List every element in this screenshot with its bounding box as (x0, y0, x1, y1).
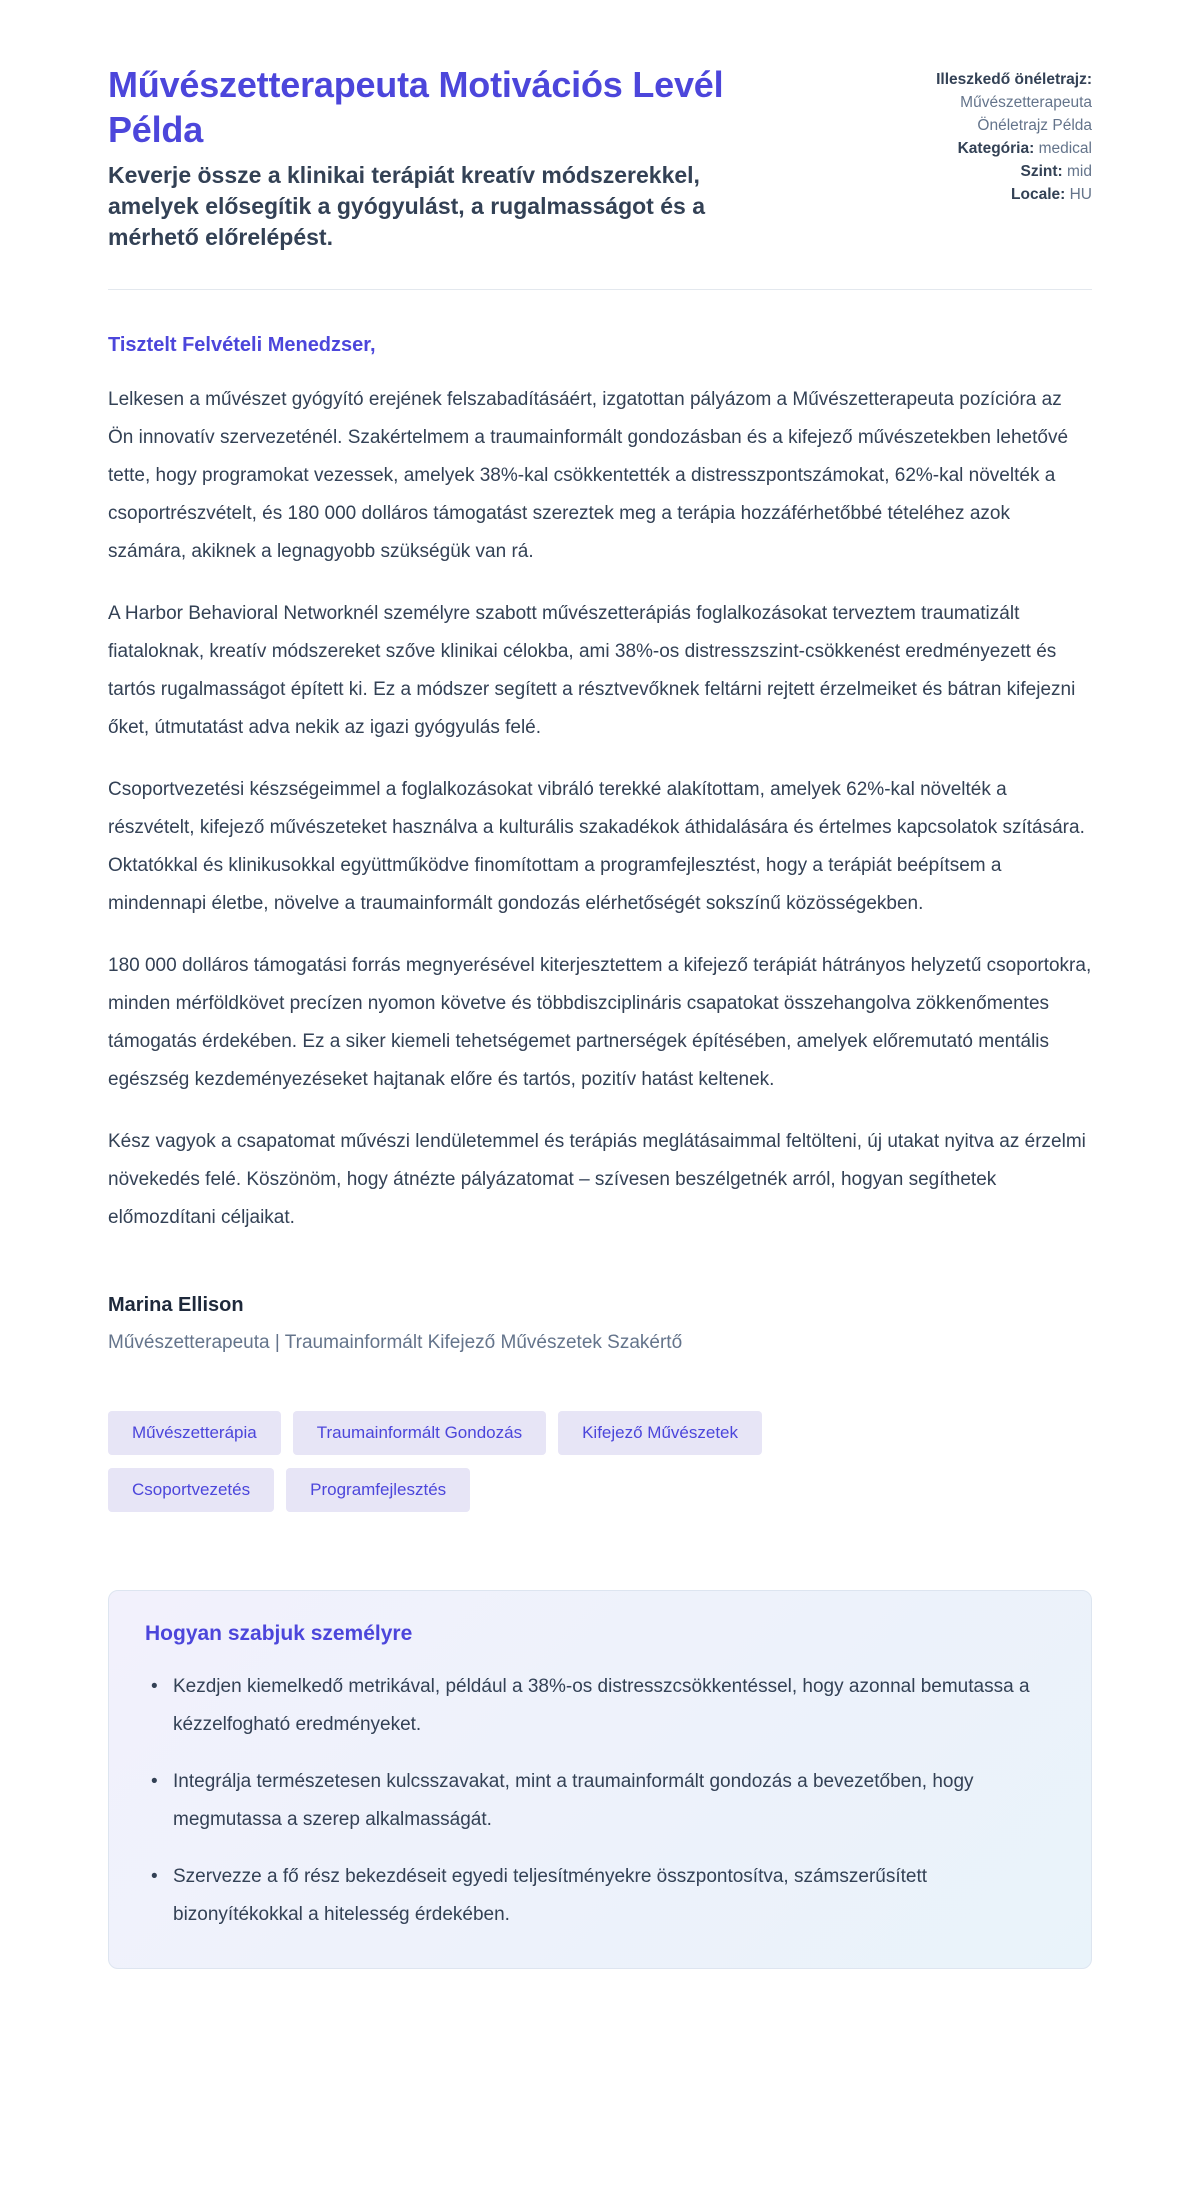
meta-category-value: medical (1038, 140, 1092, 157)
meta-category-label: Kategória: (957, 140, 1035, 157)
meta-level-value: mid (1067, 163, 1092, 180)
meta-category-row (892, 137, 1092, 160)
page-subtitle: Keverje össze a klinikai terápiát kreatív módszerekkel, amelyek elősegítik a gyógyulást, a rugalmasságot és a mérhető előrelépést. (108, 162, 705, 250)
letter-paragraph-2: A Harbor Behavioral Networknél személyre szabott művészetterápiás foglalkozásokat terveztem traumatizált fiataloknak, kreatív módszereket szőve klinikai célokba, ami 38%-os distresszszint-csökkenést eredményezett és tartós rugalmasságot épített ki. Ez a módszer segített a résztvevőknek feltárni rejtett érzelmeiket és bátran kifejezni őket, útmutatást adva nekik az igazi gyógyulás felé. (108, 603, 1076, 738)
header-divider (108, 289, 1092, 290)
letter-paragraph-1: Lelkesen a művészet gyógyító erejének felszabadításáért, izgatottan pályázom a Művészetterapeuta pozícióra az Ön innovatív szervezeténél. Szakértelmem a traumainformált gondozásban és a kifejező művészetekben lehetővé tette, hogy programokat vezessek, amelyek 38%-kal csökkentették a distresszpontszámokat, 62%-kal növelték a csoportrészvételt, és 180 000 dolláros támogatást szereztek meg a terápia hozzáférhetőbbé tételéhez azok számára, akiknek a legnagyobb szükségük van rá. (108, 389, 1069, 562)
tip-item-3: • Szervezze a fő rész bekezdéseit egyedi teljesítményekre összpontosítva, számszerűsített bizonyítékokkal a hitelesség érdekében. (145, 1858, 1055, 1934)
meta-resume-value: Művészetterapeuta Önéletrajz Példa (960, 94, 1092, 134)
cover-letter-page (108, 0, 1092, 2039)
meta-resume-row (892, 68, 1092, 137)
tip-item-1: • Kezdjen kiemelkedő metrikával, például a 38%-os distresszcsökkentéssel, hogy azonnal bemutassa a kézzelfogható eredményeket. (145, 1668, 1055, 1744)
tag-traumainformalt-gondozas[interactable]: Traumainformált Gondozás (293, 1411, 546, 1455)
personalization-tips-box (108, 1590, 1092, 1969)
meta-locale-label: Locale: (1011, 186, 1066, 203)
meta-locale-row (892, 183, 1092, 206)
header-title-block (108, 62, 748, 253)
signature-name: Marina Ellison (108, 1294, 244, 1316)
meta-panel (892, 62, 1092, 206)
letter-paragraph-5: Kész vagyok a csapatomat művészi lendületemmel és terápiás meglátásaimmal feltölteni, új utakat nyitva az érzelmi növekedés felé. Köszönöm, hogy átnézte pályázatomat – szívesen beszélgetnék arról, hogyan segíthetek előmozdítani céljaikat. (108, 1131, 1086, 1228)
signature-role: Művészetterapeuta | Traumainformált Kifejező Művészetek Szakértő (108, 1332, 683, 1353)
tag-programfejlesztes[interactable]: Programfejlesztés (286, 1468, 470, 1512)
page-header (108, 62, 1092, 253)
tips-list (145, 1668, 1055, 1934)
letter-paragraph-3: Csoportvezetési készségeimmel a foglalkozásokat vibráló terekké alakítottam, amelyek 62%-kal növelték a részvételt, kifejező művészeteket használva a kulturális szakadékok áthidalására és értelmes kapcsolatok szítására. Oktatókkal és klinikusokkal együttműködve finomítottam a programfejlesztést, hogy a terápiát beépítsem a mindennapi életbe, növelve a traumainformált gondozás elérhetőségét sokszínű közösségekben. (108, 779, 1085, 914)
meta-level-row (892, 160, 1092, 183)
tips-heading: Hogyan szabjuk személyre (145, 1622, 413, 1645)
meta-resume-label: Illeszkedő önéletrajz: (936, 71, 1092, 88)
page-title: Művészetterapeuta Motivációs Levél Példa (108, 64, 724, 150)
letter-greeting: Tisztelt Felvételi Menedzser, (108, 334, 376, 356)
tag-csoportvezetes[interactable]: Csoportvezetés (108, 1468, 274, 1512)
keyword-tags (108, 1411, 828, 1512)
tag-muveszetterapia[interactable]: Művészetterápia (108, 1411, 281, 1455)
meta-level-label: Szint: (1020, 163, 1063, 180)
tip-item-2: • Integrálja természetesen kulcsszavakat, mint a traumainformált gondozás a bevezetőben, hogy megmutassa a szerep alkalmasságát. (145, 1763, 1055, 1839)
tag-kifejezo-muveszetek[interactable]: Kifejező Művészetek (558, 1411, 762, 1455)
letter-body (108, 334, 1092, 1969)
meta-locale-value: HU (1069, 186, 1092, 203)
letter-paragraph-4: 180 000 dolláros támogatási forrás megnyerésével kiterjesztettem a kifejező terápiát hátrányos helyzetű csoportokra, minden mérföldkövet precízen nyomon követve és többdiszciplináris csapatokat összehangolva zökkenőmentes támogatás érdekében. Ez a siker kiemeli tehetségemet partnerségek építésében, amelyek előremutató mentális egészség kezdeményezéseket hajtanak előre és tartós, pozitív hatást keltenek. (108, 955, 1092, 1090)
